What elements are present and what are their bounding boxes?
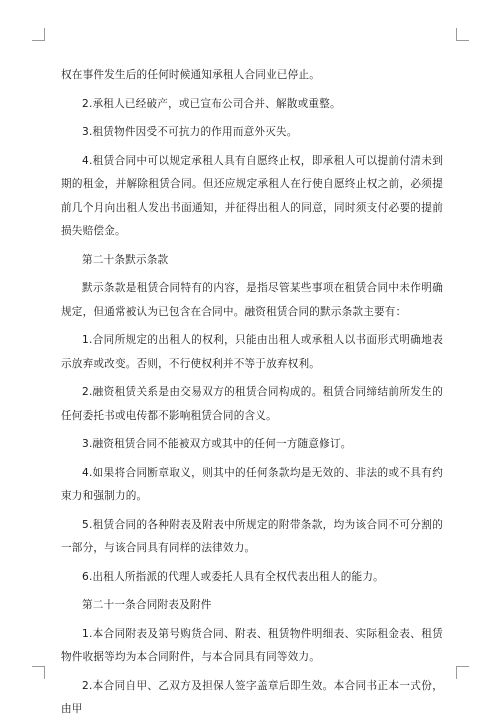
paragraph-attachment-1: 1.本合同附表及第号购货合同、附表、租赁物件明细表、实际租金表、租赁物件收据等均为本合同附件，与本合同具有同等效力。 (61, 627, 443, 663)
document-body (61, 64, 443, 727)
paragraph-implied-term-5: 5.租赁合同的各种附表及附表中所规定的附带条款，均为该合同不可分割的一部分，与该合同具有同样的法律效力。 (61, 518, 443, 554)
paragraph-continuation: 权在事件发生后的任何时候通知承租人合同业已停止。 (61, 69, 321, 81)
paragraph-clause-2: 2.承租人已经破产，或已宣布公司合并、解散或重整。 (82, 97, 341, 110)
crop-mark-bottom-right (456, 666, 469, 679)
paragraph-implied-term-6: 6.出租人所指派的代理人或委托人具有全权代表出租人的能力。 (82, 570, 384, 583)
crop-mark-top-left (32, 28, 45, 41)
paragraph-implied-term-4: 4.如果将合同断章取义，则其中的任何条款均是无效的、非法的或不具有约束力和强制力的。 (61, 466, 443, 502)
paragraph-attachment-2: 2.本合同自甲、乙双方及担保人签字盖章后即生效。本合同书正本一式份，由甲 (61, 679, 443, 715)
section-heading-article-21: 第二十一条合同附表及附件 (82, 599, 212, 611)
paragraph-clause-3: 3.租赁物件因受不可抗力的作用而意外灭失。 (82, 126, 298, 138)
paragraph-implied-terms-intro: 默示条款是租赁合同特有的内容，是指尽管某些事项在租赁合同中未作明确规定，但通常被认为已包含在合同中。融资租赁合同的默示条款主要有： (61, 282, 443, 318)
crop-mark-top-right (456, 28, 469, 41)
paragraph-implied-term-2: 2.融资租赁关系是由交易双方的租赁合同构成的。租赁合同缔结前所发生的任何委托书或电传都不影响租赁合同的含义。 (61, 386, 443, 422)
paragraph-implied-term-1: 1.合同所规定的出租人的权利，只能由出租人或承租人以书面形式明确地表示放弃或改变。否则，不行使权利并不等于放弃权利。 (61, 334, 443, 370)
section-heading-article-20: 第二十条默示条款 (82, 253, 169, 266)
paragraph-clause-4: 4.租赁合同中可以规定承租人具有自愿终止权，即承租人可以提前付清未到期的租金，并解除租赁合同。但还应规定承租人在行使自愿终止权之前，必须提前几个月向出租人发出书面通知，并征得出租人的同意，同时须支付必要的提前损失赔偿金。 (61, 154, 443, 237)
crop-mark-bottom-left (32, 666, 45, 679)
paragraph-implied-term-3: 3.融资租赁合同不能被双方或其中的任何一方随意修订。 (82, 438, 352, 450)
